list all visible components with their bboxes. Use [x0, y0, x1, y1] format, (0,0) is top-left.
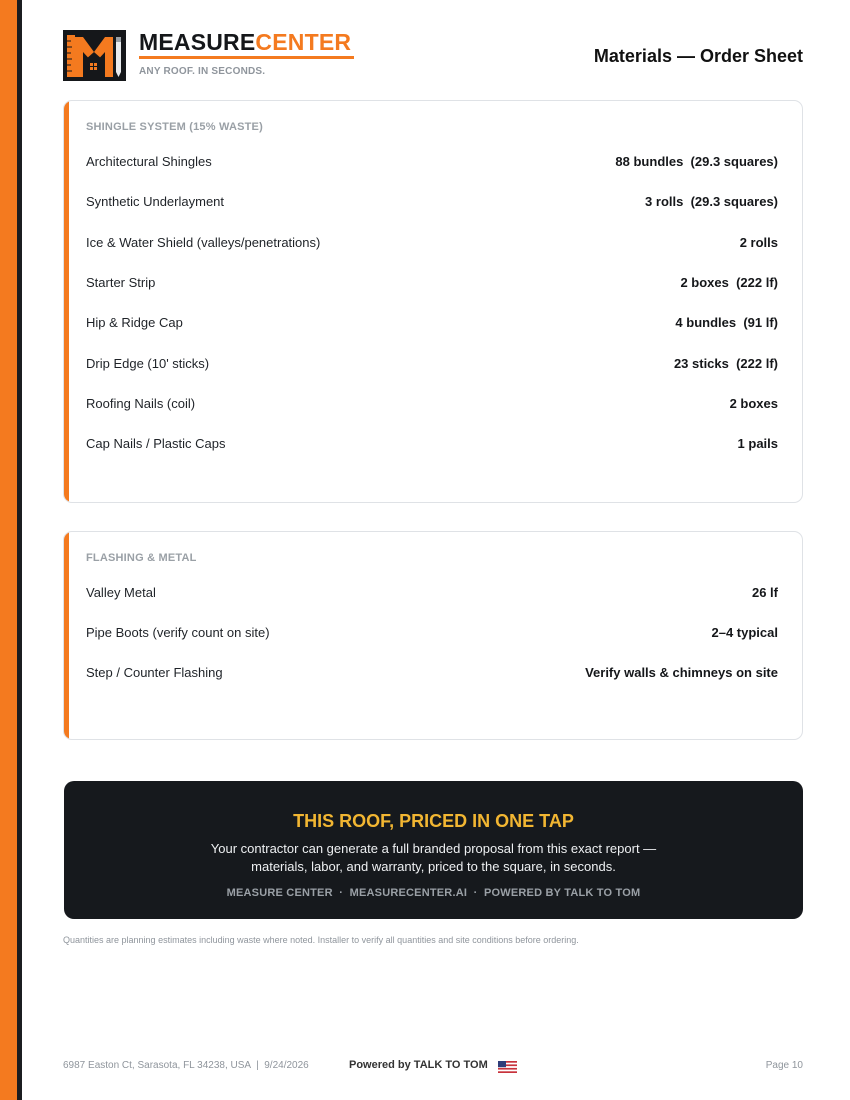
promo-title: THIS ROOF, PRICED IN ONE TAP — [293, 811, 574, 831]
material-row — [86, 585, 778, 605]
page-footer — [63, 1059, 803, 1075]
material-quantity: 2–4 typical — [711, 625, 778, 640]
brand-name-part2: CENTER — [255, 29, 352, 55]
promo-body-line: materials, labor, and warranty, priced to the square, in seconds. — [251, 859, 616, 874]
material-row — [86, 194, 778, 214]
left-accent-bar-dark — [17, 0, 22, 1100]
section-title: SHINGLE SYSTEM (15% WASTE) — [86, 121, 263, 133]
material-row — [86, 315, 778, 335]
material-row — [86, 396, 778, 416]
measurecenter-logo-icon — [63, 30, 126, 81]
brand-name-part1: MEASURE — [139, 29, 256, 55]
material-label: Synthetic Underlayment — [86, 194, 225, 209]
material-label: Architectural Shingles — [86, 154, 212, 169]
material-row — [86, 235, 778, 255]
brand-underline — [139, 56, 354, 59]
promo-links: MEASURE CENTER · MEASURECENTER.AI · POWERED BY TALK TO TOM — [226, 887, 641, 899]
material-quantity: 2 boxes — [729, 396, 778, 411]
page-title: Materials — Order Sheet — [593, 46, 803, 66]
page-header — [63, 28, 803, 84]
footer-address-date: 6987 Easton Ct, Sarasota, FL 34238, USA | 9/24/2026 — [63, 1060, 309, 1071]
brand-block — [139, 28, 354, 77]
promo-banner — [64, 781, 803, 919]
material-quantity: 88 bundles (29.3 squares) — [615, 154, 778, 169]
brand-name — [139, 28, 354, 56]
material-quantity: 4 bundles (91 lf) — [675, 315, 778, 330]
material-row — [86, 436, 778, 456]
material-quantity: 26 lf — [751, 585, 778, 600]
material-label: Cap Nails / Plastic Caps — [86, 436, 226, 451]
material-row — [86, 275, 778, 295]
material-quantity: 3 rolls (29.3 squares) — [645, 194, 778, 209]
material-row — [86, 154, 778, 174]
material-label: Roofing Nails (coil) — [86, 396, 196, 411]
page-number: Page 10 — [765, 1060, 803, 1071]
material-quantity: 2 rolls — [739, 235, 778, 250]
material-quantity: Verify walls & chimneys on site — [585, 665, 778, 680]
material-label: Starter Strip — [86, 275, 156, 290]
material-row — [86, 665, 778, 685]
promo-body-line: Your contractor can generate a full branded proposal from this exact report — — [210, 841, 657, 856]
us-flag-icon — [498, 1061, 517, 1073]
left-accent-bar — [0, 0, 17, 1100]
section-title: FLASHING & METAL — [86, 552, 197, 564]
material-row — [86, 356, 778, 376]
material-label: Step / Counter Flashing — [86, 665, 223, 680]
brand-tagline: ANY ROOF. IN SECONDS. — [139, 66, 266, 77]
material-row — [86, 625, 778, 645]
material-label: Ice & Water Shield (valleys/penetrations) — [86, 235, 321, 250]
promo-body — [64, 840, 803, 876]
material-label: Drip Edge (10' sticks) — [86, 356, 210, 371]
shingle-system-card — [63, 100, 803, 503]
footer-powered-by: Powered by TALK TO TOM — [349, 1059, 488, 1071]
disclaimer-text: Quantities are planning estimates including waste where noted. Installer to verify all quantities and site conditions before ordering. — [63, 935, 579, 945]
flashing-metal-card — [63, 531, 803, 740]
material-label: Valley Metal — [86, 585, 156, 600]
material-label: Pipe Boots (verify count on site) — [86, 625, 270, 640]
material-quantity: 2 boxes (222 lf) — [680, 275, 778, 290]
material-quantity: 23 sticks (222 lf) — [673, 356, 778, 371]
material-label: Hip & Ridge Cap — [86, 315, 183, 330]
material-quantity: 1 pails — [737, 436, 778, 451]
